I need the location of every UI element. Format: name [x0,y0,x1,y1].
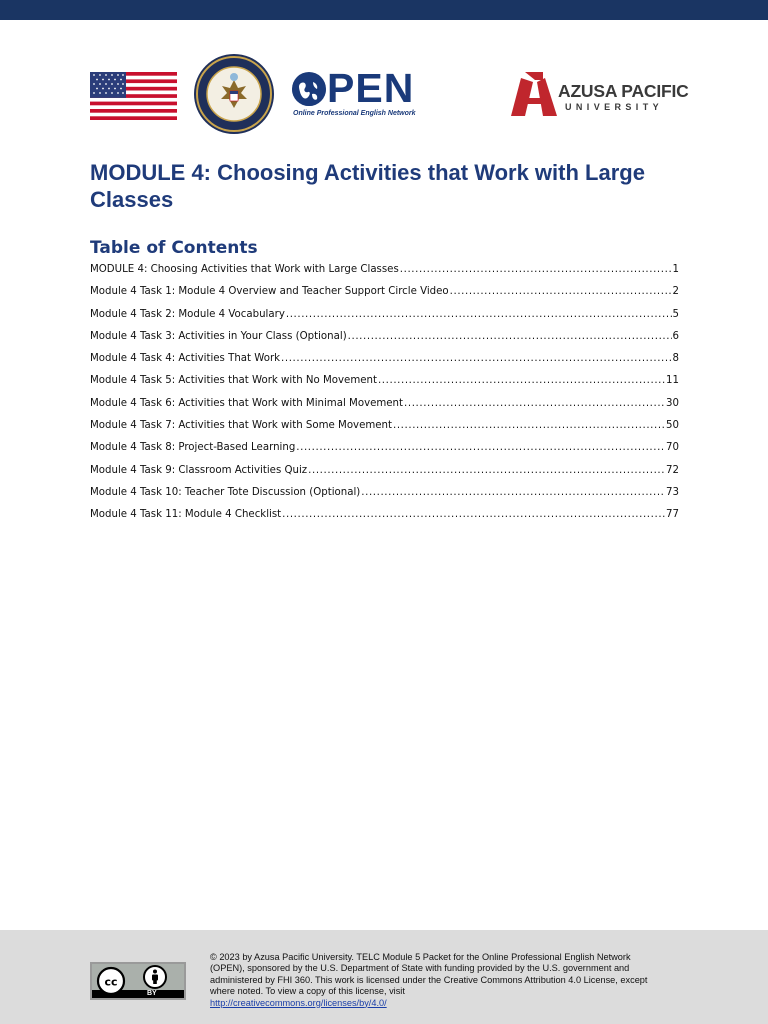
toc-entry-page: 8 [672,353,679,365]
license-notice [210,952,650,1009]
toc-entry-page: 30 [666,397,679,409]
toc-leader [282,509,665,520]
toc-entry-page: 2 [672,286,679,298]
toc-entry-title: Module 4 Task 1: Module 4 Overview and Teacher Support Circle Video [90,286,449,298]
toc-entry-title: Module 4 Task 9: Classroom Activities Quiz [90,464,308,476]
toc-entry-title: Module 4 Task 7: Activities that Work with Some Movement [90,420,392,432]
toc-entry-page: 1 [672,264,679,275]
toc-entry-title: Module 4 Task 11: Module 4 Checklist [90,509,282,521]
toc-entry[interactable] [90,465,679,487]
toc-leader [450,286,672,297]
toc-leader [393,420,665,431]
toc-entry[interactable] [90,353,679,375]
toc-entry-page: 5 [672,308,679,320]
apu-subtitle: UNIVERSITY [565,102,664,112]
toc-entry[interactable] [90,442,679,464]
apu-name: AZUSA PACIFIC [558,81,689,101]
toc-leader [308,465,665,476]
attribution-person-icon [142,964,168,990]
toc-entry-title: Module 4 Task 3: Activities in Your Class (Optional) [90,330,347,342]
open-wordmark-letters: PEN [327,65,415,111]
open-tagline: Online Professional English Network [293,110,416,117]
azusa-pacific-logo [505,66,701,124]
toc-entry-title: Module 4 Task 2: Module 4 Vocabulary [90,308,285,320]
open-wordmark [292,66,414,110]
toc-entry-title: Module 4 Task 8: Project-Based Learning [90,442,296,454]
toc-entry[interactable] [90,331,679,353]
toc-entry-page: 73 [666,486,679,498]
toc-entry-title: Module 4 Task 4: Activities That Work [90,353,281,365]
cc-by-label: BY [147,990,157,997]
toc-entry-page: 6 [672,330,679,342]
page-title: MODULE 4: Choosing Activities that Work with Large Classes [90,160,645,212]
toc-entry[interactable] [90,286,679,308]
toc-entry[interactable] [90,375,679,397]
toc-heading: Table of Contents [90,238,258,258]
toc-leader [348,331,672,342]
table-of-contents [90,264,679,532]
globe-icon [292,72,326,106]
toc-entry[interactable] [90,398,679,420]
toc-entry-page: 72 [666,464,679,476]
toc-entry-title: Module 4 Task 5: Activities that Work with No Movement [90,375,377,387]
toc-leader [361,487,665,498]
page-footer [0,930,768,1024]
toc-entry[interactable] [90,487,679,509]
apu-mark-icon [511,72,557,116]
toc-entry-title: Module 4 Task 6: Activities that Work with Minimal Movement [90,397,404,409]
toc-entry-title: Module 4 Task 10: Teacher Tote Discussion (Optional) [90,486,361,498]
toc-leader [286,309,672,320]
toc-entry-page: 77 [666,509,679,521]
toc-entry[interactable] [90,264,679,286]
toc-leader [281,353,671,364]
license-link[interactable]: http://creativecommons.org/licenses/by/4.0/ [210,997,387,1008]
toc-leader [404,398,665,409]
toc-entry-page: 50 [666,420,679,432]
toc-leader [378,375,665,386]
toc-entry[interactable] [90,509,679,531]
toc-leader [296,442,665,453]
toc-entry[interactable] [90,420,679,442]
toc-entry-page: 11 [666,375,679,387]
creative-commons-badge[interactable] [90,962,186,1000]
open-logo [292,66,432,126]
toc-leader [400,264,672,275]
cc-icon [96,966,126,996]
svg-text:cc: cc [104,975,118,989]
logo-row [0,0,768,150]
license-text: © 2023 by Azusa Pacific University. TELC Module 5 Packet for the Online Professional English Network (OPEN), sponsored by the U.S. Department of State with funding provided by the U.S. government and administered by FHI 360. This work is licensed under the Creative Commons Attribution 4.0 License, except where noted. To view a copy of this license, visit [210,952,648,997]
us-flag-icon [90,72,177,120]
department-of-state-seal-icon [193,53,275,135]
toc-entry-page: 70 [666,442,679,454]
toc-entry[interactable] [90,309,679,331]
toc-entry-title: MODULE 4: Choosing Activities that Work with Large Classes [90,264,399,275]
